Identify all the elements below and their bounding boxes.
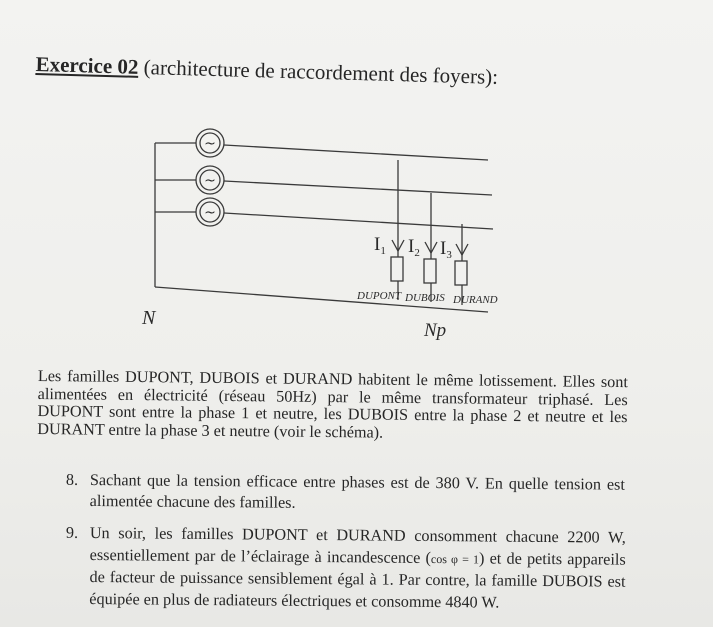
neutral-label: N xyxy=(142,307,156,329)
question-8 xyxy=(65,470,625,517)
ac-source-icon-1: ~ xyxy=(204,136,216,152)
current-label-2: $I_2$ xyxy=(408,236,420,259)
question-9 xyxy=(65,523,626,615)
ac-source-icon-2: ~ xyxy=(204,173,216,189)
problem-statement: Les familles DUPONT, DUBOIS et DURAND habitent le même lotissement. Elles sont alimentées en électricité (réseau 50Hz) par le même transformateur triphasé. Les DUPONT sont entre la phase 1 et neutre, les DUBOIS entre la phase 2 et neutre et les DURANT entre la phase 3 et neutre (voir le schéma). xyxy=(37,367,628,442)
phase3-wire xyxy=(224,213,493,229)
question-9-text-b: ) et de petits appareils de facteur de puissance sensiblement égal à 1. Par contre, la famille DUBOIS est équipée en plus de radiateurs électriques et consomme 4840 W. xyxy=(89,548,626,612)
current-label-3: $I_3$ xyxy=(440,238,452,261)
durand-load-resistor xyxy=(455,261,467,285)
question-9-number: 9. xyxy=(65,523,79,542)
dupont-load-resistor xyxy=(391,257,403,281)
neutral-p-label: Np xyxy=(424,320,447,341)
exercise-subtitle: (architecture de raccordement des foyers): xyxy=(143,55,499,89)
question-9-text-a: Un soir, les familles DUPONT et DURAND consomment chacune 2200 W, essentiellement par de l’éclairage à incandescence ( xyxy=(89,523,626,567)
load-label-dubois: DUBOIS xyxy=(405,292,445,304)
phase1-wire xyxy=(224,145,488,160)
question-8-text: Sachant que la tension efficace entre phases est de 380 V. En quelle tension est alimentée chacune des familles. xyxy=(89,470,625,512)
phase2-wire xyxy=(224,181,492,195)
cos-phi-formula: cos φ = 1 xyxy=(430,551,480,566)
dubois-load-resistor xyxy=(424,259,436,283)
exercise-number: Exercice 02 xyxy=(35,52,139,79)
current-label-1: $I_1$ xyxy=(374,234,386,257)
load-label-durand: DURAND xyxy=(453,294,498,306)
question-8-number: 8. xyxy=(65,470,79,489)
load-label-dupont: DUPONT xyxy=(357,290,402,302)
ac-source-icon-3: ~ xyxy=(204,205,216,221)
